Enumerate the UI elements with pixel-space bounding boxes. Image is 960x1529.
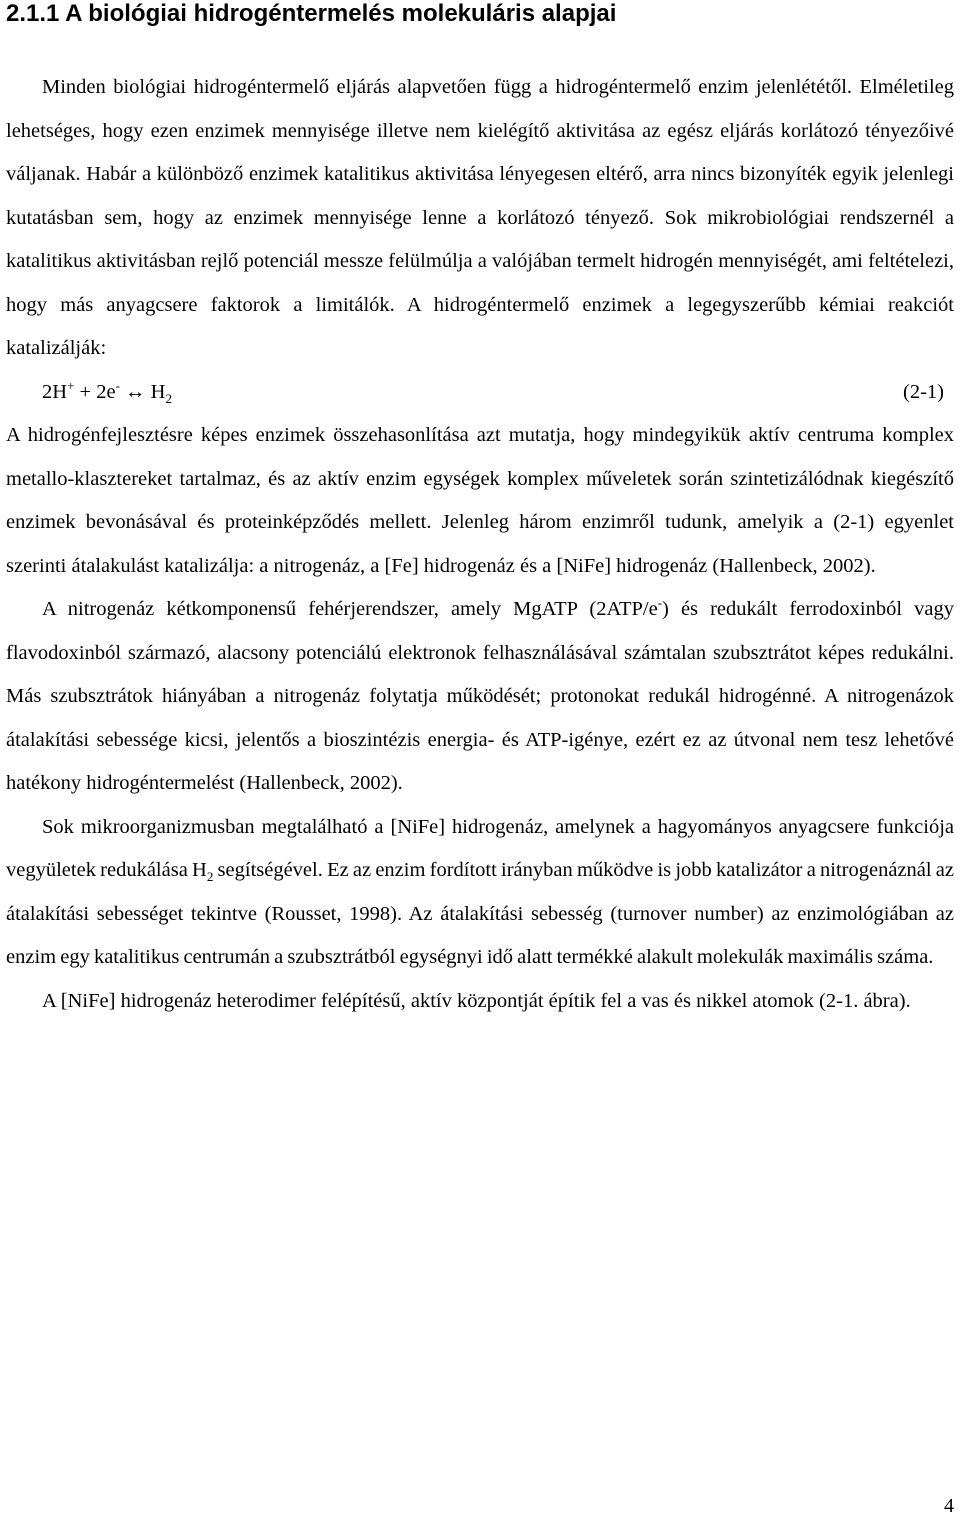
eq-term-electrons: + 2e	[74, 380, 116, 403]
paragraph-4	[6, 806, 954, 980]
page-number: 4	[944, 1495, 954, 1517]
section-heading: 2.1.1 A biológiai hidrogéntermelés molekuláris alapjai	[6, 0, 617, 27]
eq-charge-plus: +	[67, 377, 75, 393]
eq-reversible-arrow: ↔ H	[119, 380, 166, 403]
paragraph-4-part-2: segítségével. Ez az enzim fordított irányban működve is jobb katalizátor a nitrogenáznál az átalakítási sebességet tekintve (Rousset, 1998). Az átalakítási sebesség (turnover number) az enzimológiában az enzim egy katalitikus centrumán a szubsztrátból egységnyi idő alatt termékké alakult molekulák maximális száma.	[6, 859, 955, 968]
paragraph-3-superscript: -	[657, 595, 663, 611]
eq-subscript-2: 2	[165, 390, 172, 406]
paragraph-3	[6, 588, 954, 806]
paragraph-4-subscript: 2	[206, 869, 214, 885]
paragraph-1: Minden biológiai hidrogéntermelő eljárás alapvetően függ a hidrogéntermelő enzim jelenlététől. Elméletileg lehetséges, hogy ezen enzimek mennyisége illetve nem kielégítő aktivitása az egész eljárás korlátozó tényezőivé váljanak. Habár a különböző enzimek katalitikus aktivitása lényegesen eltérő, arra nincs bizonyíték egyik jelenlegi kutatásban sem, hogy az enzimek mennyisége lenne a korlátozó tényező. Sok mikrobiológiai rendszernél a katalitikus aktivitásban rejlő potenciál messze felülmúlja a valójában termelt hidrogén mennyiségét, ami feltételezi, hogy más anyagcsere faktorok a limitálók. A hidrogéntermelő enzimek a legegyszerűbb kémiai reakciót katalizálják:	[6, 76, 954, 359]
paragraph-2: A hidrogénfejlesztésre képes enzimek összehasonlítása azt mutatja, hogy mindegyikük aktív centruma komplex metallo-klasztereket tartalmaz, és az aktív enzim egységek komplex műveletek során szintetizálódnak kiegészítő enzimek bevonásával és proteinképződés mellett. Jelenleg három enzimről tudunk, amelyik a (2-1) egyenlet szerinti átalakulást katalizálja: a nitrogenáz, a [Fe] hidrogenáz és a [NiFe] hidrogenáz (Hallenbeck, 2002).	[6, 424, 954, 577]
body-text	[6, 66, 954, 1023]
paragraph-4-part-1: Sok mikroorganizmusban megtalálható a [NiFe] hidrogenáz, amelynek a hagyományos anyagcsere funkciója vegyületek redukálása H	[6, 815, 954, 881]
paragraph-3-part-1: A nitrogenáz kétkomponensű fehérjerendszer, amely MgATP (2ATP/e	[42, 598, 658, 620]
eq-charge-minus: -	[115, 377, 120, 393]
eq-term-hydrogen-ion: 2H	[42, 380, 68, 403]
paragraph-3-part-2: ) és redukált ferrodoxinból vagy flavodoxinból származó, alacsony potenciálú elektronok felhasználásával számtalan szubsztrátot képes redukálni. Más szubsztrátok hiányában a nitrogenáz folytatja működését; protonokat redukál hidrogénné. A nitrogenázok átalakítási sebessége kicsi, jelentős a bioszintézis energia- és ATP-igénye, ezért ez az útvonal nem tesz lehetővé hatékony hidrogéntermelést (Hallenbeck, 2002).	[6, 598, 954, 794]
equation-2-1	[6, 371, 954, 415]
equation-number: (2-1)	[903, 380, 944, 403]
equation-formula	[42, 371, 172, 415]
paragraph-5: A [NiFe] hidrogenáz heterodimer felépítésű, aktív központját építik fel a vas és nikkel atomok (2-1. ábra).	[42, 989, 911, 1012]
